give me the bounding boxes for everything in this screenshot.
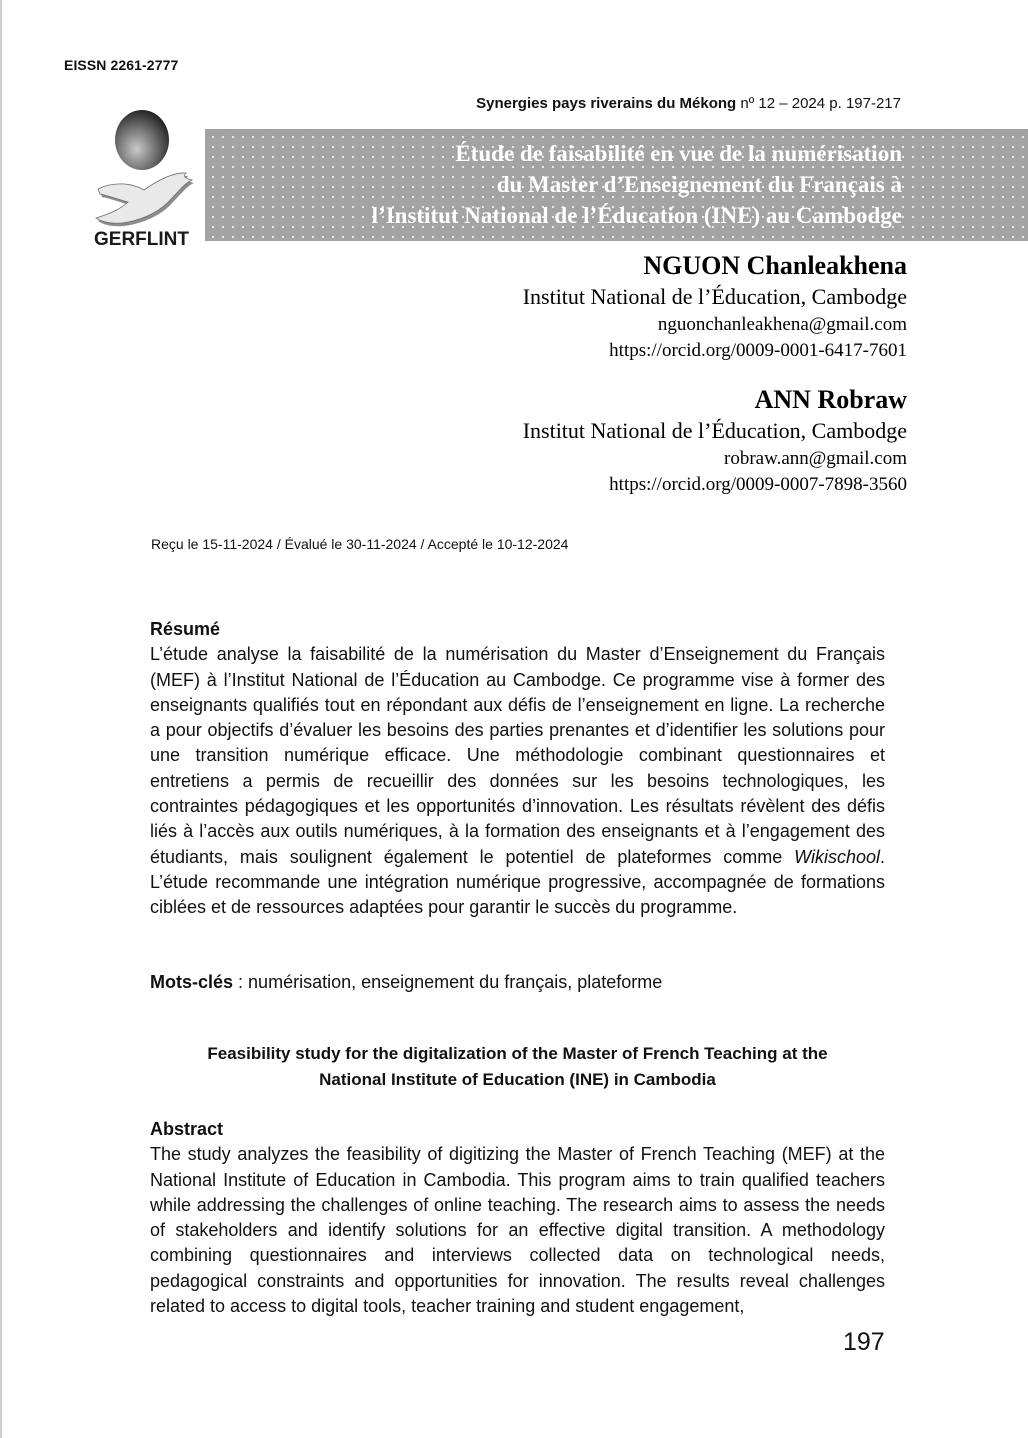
title-line: du Master d’Enseignement du Français à <box>496 172 902 197</box>
abstract-body: The study analyzes the feasibility of digitizing the Master of French Teaching (MEF) at the National Institute of Education in Cambodia. This program aims to train qualified teachers while addressing the challenges of online teaching. The research aims to assess the needs of stakeholders and identify solutions for an effective digital transition. A methodology combining questionnaires and interviews collected data on technological needs, pedagogical constraints and opportunities for innovation. The results reveal challenges related to access to digital tools, teacher training and student engagement, <box>150 1144 885 1317</box>
eissn-label: EISSN 2261-2777 <box>64 57 179 73</box>
keywords-separator: : <box>233 972 249 992</box>
resume-text: L’étude analyse la faisabilité de la numérisation du Master d’Enseignement du Français (MEF) à l’Institut National de l’Éducation au Cambodge. Ce programme vise à former des enseignants qualifiés tout en répondant aux défis de l’enseignement en ligne. La recherche a pour objectifs d’évaluer les besoins des parties prenantes et d’identifier les solutions pour une transition numérique efficace. Une méthodologie combinant questionnaires et entretiens a permis de recueillir des données sur les besoins technologiques, les contraintes pédagogiques et les opportunités d’innovation. Les résultats révèlent des défis liés à l’accès aux outils numériques, à la formation des enseignants et à l’engagement des étudiants, mais soulignent également le potentiel de plateformes comme <box>150 644 885 867</box>
author-institution: Institut National de l’Éducation, Cambodge <box>522 284 907 309</box>
english-title-line: National Institute of Education (INE) in Cambodia <box>319 1070 716 1089</box>
article-title <box>372 138 902 231</box>
author-institution: Institut National de l’Éducation, Cambodge <box>522 418 907 443</box>
abstract-section <box>150 1117 885 1319</box>
author-name: NGUON Chanleakhena <box>643 251 907 280</box>
author-block <box>523 250 907 364</box>
authors <box>523 250 907 498</box>
journal-reference <box>476 95 901 112</box>
author-email[interactable]: robraw.ann@gmail.com <box>724 448 907 469</box>
logo-text: GERFLINT <box>94 229 189 250</box>
title-line: Étude de faisabilité en vue de la numérisation <box>455 141 902 166</box>
author-orcid-link[interactable]: https://orcid.org/0009-0001-6417-7601 <box>609 340 907 361</box>
journal-issue: nº 12 – 2024 p. 197-217 <box>740 95 901 112</box>
journal-name: Synergies pays riverains du Mékong <box>476 95 737 112</box>
resume-text: . L’étude recommande une intégration numérique progressive, accompagnée de formations ciblées et de ressources adaptées pour garantir le succès du programme. <box>150 846 885 918</box>
english-title-line: Feasibility study for the digitalization of the Master of French Teaching at the <box>207 1044 828 1063</box>
resume-heading: Résumé <box>150 619 221 639</box>
title-line: l’Institut National de l’Éducation (INE) au Cambodge <box>371 203 902 228</box>
author-block <box>523 384 907 498</box>
page-number: 197 <box>843 1328 885 1356</box>
author-email[interactable]: nguonchanleakhena@gmail.com <box>657 314 907 335</box>
keywords <box>150 970 885 995</box>
keywords-label: Mots-clés <box>150 972 234 992</box>
keywords-values: numérisation, enseignement du français, plateforme <box>248 972 663 992</box>
review-dates: Reçu le 15-11-2024 / Évalué le 30-11-2024 / Accepté le 10-12-2024 <box>151 536 569 552</box>
author-name: ANN Robraw <box>754 385 907 414</box>
resume-body <box>150 642 885 920</box>
resume-italic-term: Wikischool <box>794 846 880 867</box>
author-orcid-link[interactable]: https://orcid.org/0009-0007-7898-3560 <box>609 474 907 495</box>
abstract-heading: Abstract <box>150 1119 224 1139</box>
resume-section <box>150 617 885 921</box>
english-title <box>150 1041 885 1093</box>
